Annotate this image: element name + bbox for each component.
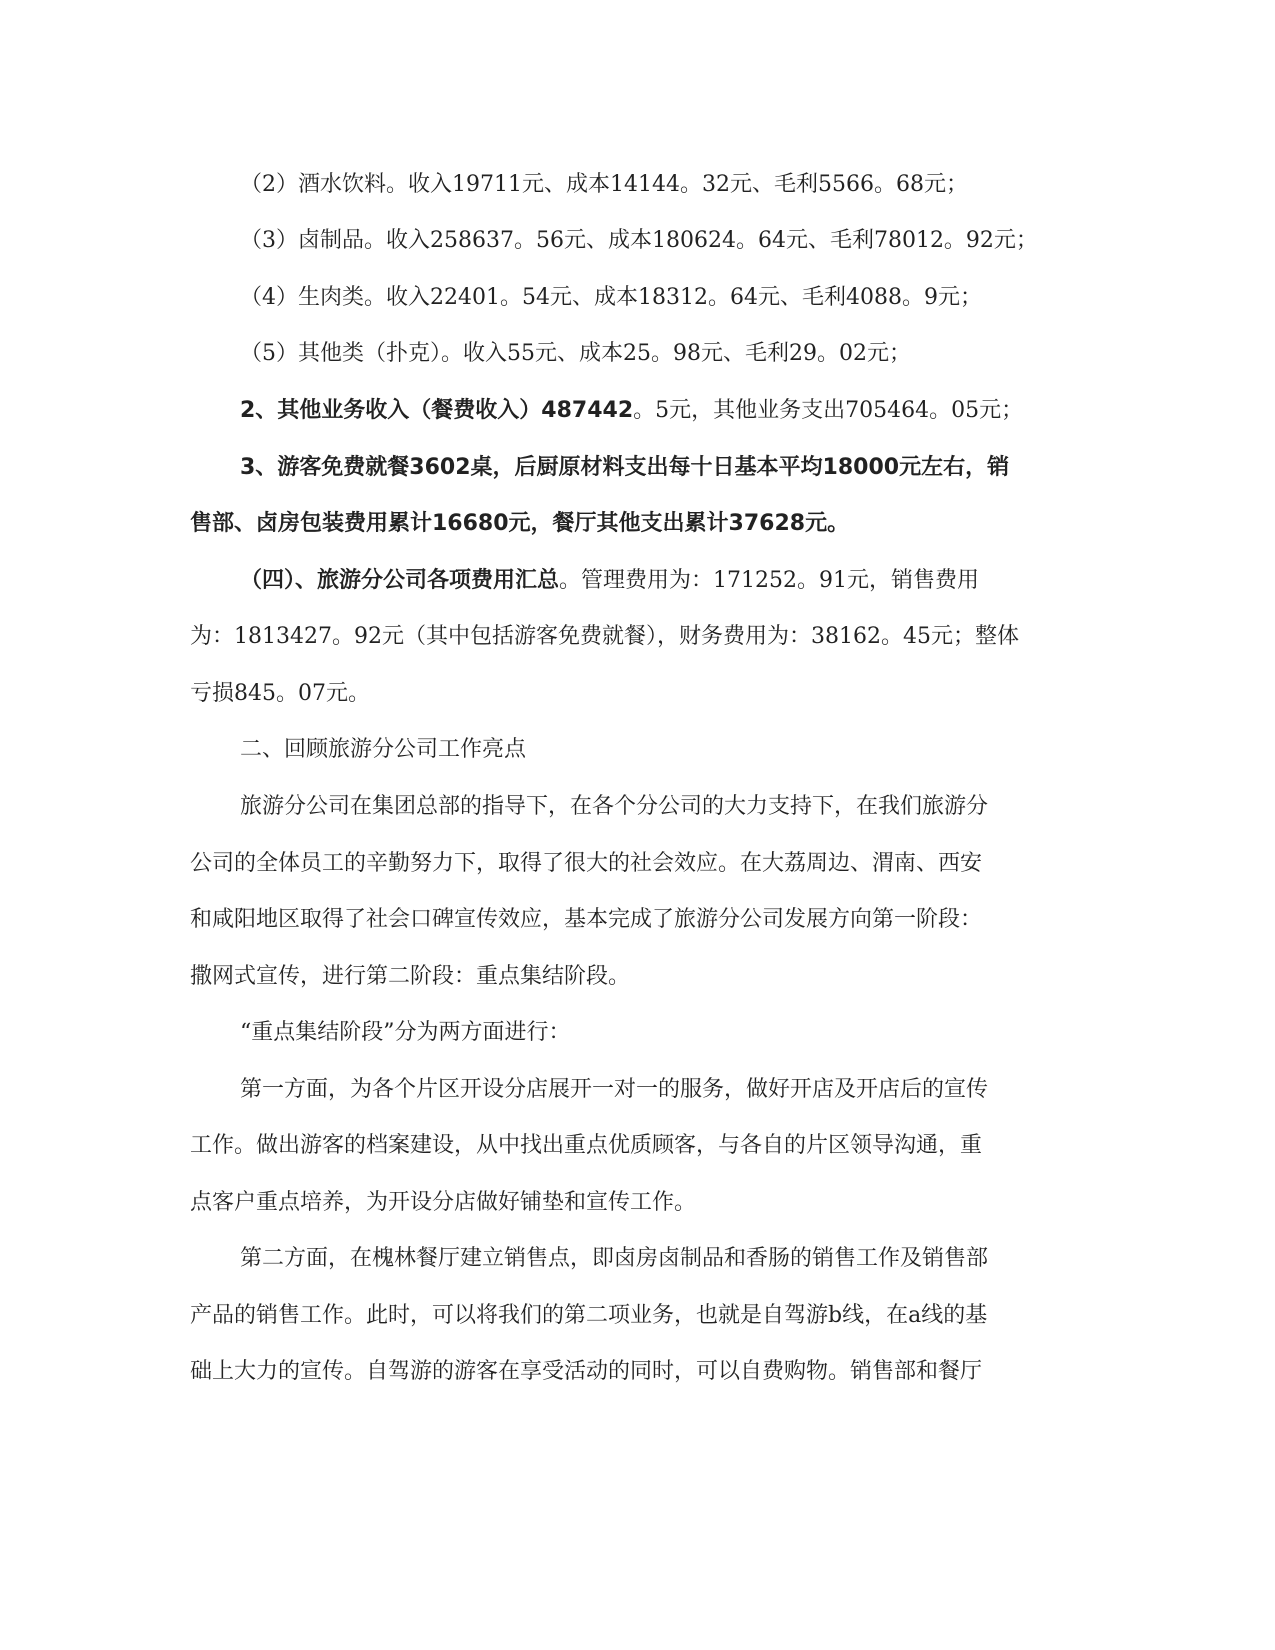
line-text: 础上大力的宣传。自驾游的游客在享受活动的同时，可以自费购物。销售部和餐厅 (190, 1359, 983, 1384)
line-text: （2）酒水饮料。收入19711元、成本14144。32元、毛利5566。68元； (240, 172, 968, 197)
paragraph-line (0, 1131, 1275, 1161)
line-text: “重点集结阶段”分为两方面进行： (240, 1020, 571, 1045)
line-text: （4）生肉类。收入22401。54元、成本18312。64元、毛利4088。9元； (240, 285, 982, 310)
paragraph-line (0, 1301, 1275, 1331)
bold-line-text: 售部、卤房包装费用累计16680元，餐厅其他支出累计37628元。 (190, 511, 850, 536)
paragraph-line (0, 283, 1275, 313)
line-text: （5）其他类（扑克）。收入55元、成本25。98元、毛利29。02元； (240, 341, 911, 366)
paragraph-line (0, 905, 1275, 935)
line-text: 第二方面，在槐林餐厅建立销售点，即卤房卤制品和香肠的销售工作及销售部 (240, 1246, 989, 1271)
bold-line-text: 3、游客免费就餐3602桌，后厨原材料支出每十日基本平均18000元左右，销 (240, 455, 1010, 480)
line-text: （3）卤制品。收入258637。56元、成本180624。64元、毛利78012。92元； (240, 228, 1038, 253)
line-text: 工作。做出游客的档案建设，从中找出重点优质顾客，与各自的片区领导沟通，重 (190, 1133, 983, 1158)
section-heading (0, 735, 1275, 765)
line-text: 二、回顾旅游分公司工作亮点 (240, 737, 527, 762)
paragraph-line (0, 339, 1275, 369)
line-text: 亏损845。07元。 (190, 681, 370, 706)
line-text: 点客户重点培养，为开设分店做好铺垫和宣传工作。 (190, 1190, 697, 1215)
line-text: 为：1813427。92元（其中包括游客免费就餐），财务费用为：38162。45元；整体 (190, 624, 1019, 649)
paragraph-line (0, 453, 1275, 483)
paragraph-line (0, 1244, 1275, 1274)
line-text: 产品的销售工作。此时，可以将我们的第二项业务，也就是自驾游b线，在a线的基 (190, 1303, 988, 1328)
line-text: 和咸阳地区取得了社会口碑宣传效应，基本完成了旅游分公司发展方向第一阶段： (190, 907, 983, 932)
paragraph-line (0, 509, 1275, 539)
line-text: 。5元，其他业务支出705464。05元； (633, 398, 1024, 423)
paragraph-line (0, 792, 1275, 822)
paragraph-line (0, 566, 1275, 596)
paragraph-line (0, 1075, 1275, 1105)
paragraph-line (0, 622, 1275, 652)
paragraph-line (0, 1018, 1275, 1048)
paragraph-line (0, 962, 1275, 992)
line-text: 撒网式宣传，进行第二阶段：重点集结阶段。 (190, 964, 631, 989)
paragraph-line (0, 170, 1275, 200)
line-text: 第一方面，为各个片区开设分店展开一对一的服务，做好开店及开店后的宣传 (240, 1077, 989, 1102)
bold-heading-text: 2、其他业务收入（餐费收入）487442 (240, 398, 634, 423)
paragraph-line (0, 396, 1275, 426)
paragraph-line (0, 679, 1275, 709)
line-text: 旅游分公司在集团总部的指导下，在各个分公司的大力支持下，在我们旅游分 (240, 794, 989, 819)
paragraph-line (0, 1357, 1275, 1387)
paragraph-line (0, 1188, 1275, 1218)
paragraph-line (0, 226, 1275, 256)
line-text: 公司的全体员工的辛勤努力下，取得了很大的社会效应。在大荔周边、渭南、西安 (190, 851, 983, 876)
line-text: 。管理费用为：171252。91元，销售费用 (559, 568, 979, 593)
paragraph-line (0, 849, 1275, 879)
section-heading-text: （四）、旅游分公司各项费用汇总 (240, 568, 560, 593)
